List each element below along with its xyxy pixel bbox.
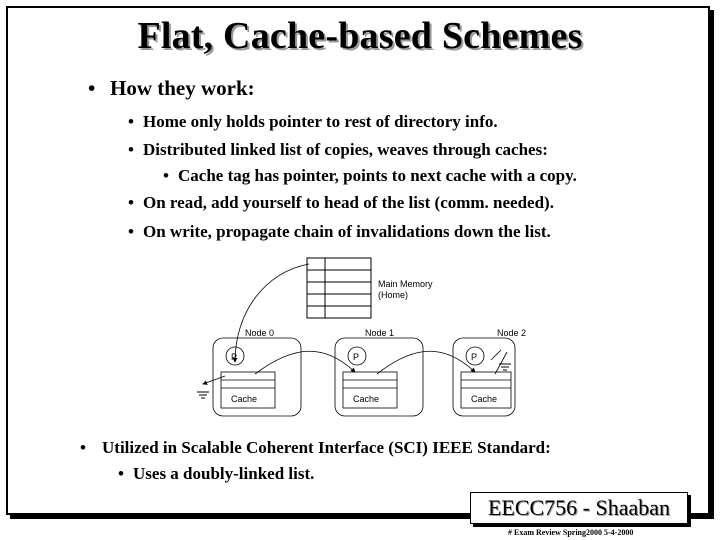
bullet-dot: • (128, 193, 134, 212)
footer-note: # Exam Review Spring2000 5-4-2000 (508, 528, 634, 537)
bullet-how-they-work (88, 76, 255, 101)
slide-title: Flat, Cache-based Schemes (137, 15, 583, 57)
node1-processor: P (353, 352, 360, 362)
ground-symbol (197, 392, 209, 398)
node0-processor: P (231, 352, 238, 362)
sub-bullet-on-read (128, 193, 554, 213)
node1-cache: Cache (353, 394, 380, 404)
ground-symbol (499, 364, 511, 370)
memory-label-2: (Home) (378, 290, 409, 300)
node2-cache: Cache (471, 394, 498, 404)
node2-label: Node 2 (497, 328, 527, 338)
bullet-text: Cache tag has pointer, points to next cache with a copy. (178, 166, 577, 185)
bullet-text: Distributed linked list of copies, weaves through caches: (143, 140, 548, 159)
bullet-sci (80, 438, 551, 458)
node2-processor: P (471, 352, 478, 362)
bullet-text: How they work: (110, 76, 255, 100)
bullet-dot: • (80, 438, 86, 457)
node0-box (213, 338, 301, 416)
node1-label: Node 1 (365, 328, 395, 338)
main-memory-table (307, 258, 371, 318)
bullet-text: Utilized in Scalable Coherent Interface (SCI) IEEE Standard: (102, 438, 551, 457)
node1-box (335, 338, 423, 416)
bullet-dot: • (163, 166, 169, 185)
bullet-dot: • (128, 140, 134, 159)
link-node0-node1 (255, 351, 355, 374)
node2-tail-pointer (495, 352, 507, 374)
bullet-dot: • (128, 112, 134, 131)
bullet-dot: • (128, 222, 134, 241)
sub-bullet-home (128, 112, 498, 132)
node2-box (453, 338, 515, 416)
bullet-dot: • (88, 76, 96, 100)
link-node1-node2 (377, 351, 478, 374)
bullet-text: On write, propagate chain of invalidations down the list. (143, 222, 551, 241)
bullet-text: Uses a doubly-linked list. (133, 464, 315, 483)
sub-bullet-doubly-linked (118, 464, 314, 484)
bullet-text: Home only holds pointer to rest of directory info. (143, 112, 498, 131)
linked-list-diagram (195, 252, 527, 422)
node0-cache: Cache (231, 394, 258, 404)
bullet-text: On read, add yourself to head of the list (comm. needed). (143, 193, 554, 212)
node0-label: Node 0 (245, 328, 275, 338)
sub-bullet-on-write (128, 222, 551, 242)
memory-label-1: Main Memory (378, 279, 433, 289)
sub-sub-bullet-cache-tag (163, 166, 577, 186)
head-pointer-arrow (235, 264, 309, 362)
bullet-dot: • (118, 464, 124, 483)
sub-bullet-linked-list (128, 140, 548, 160)
course-footer-box: EECC756 - Shaaban (470, 492, 688, 524)
